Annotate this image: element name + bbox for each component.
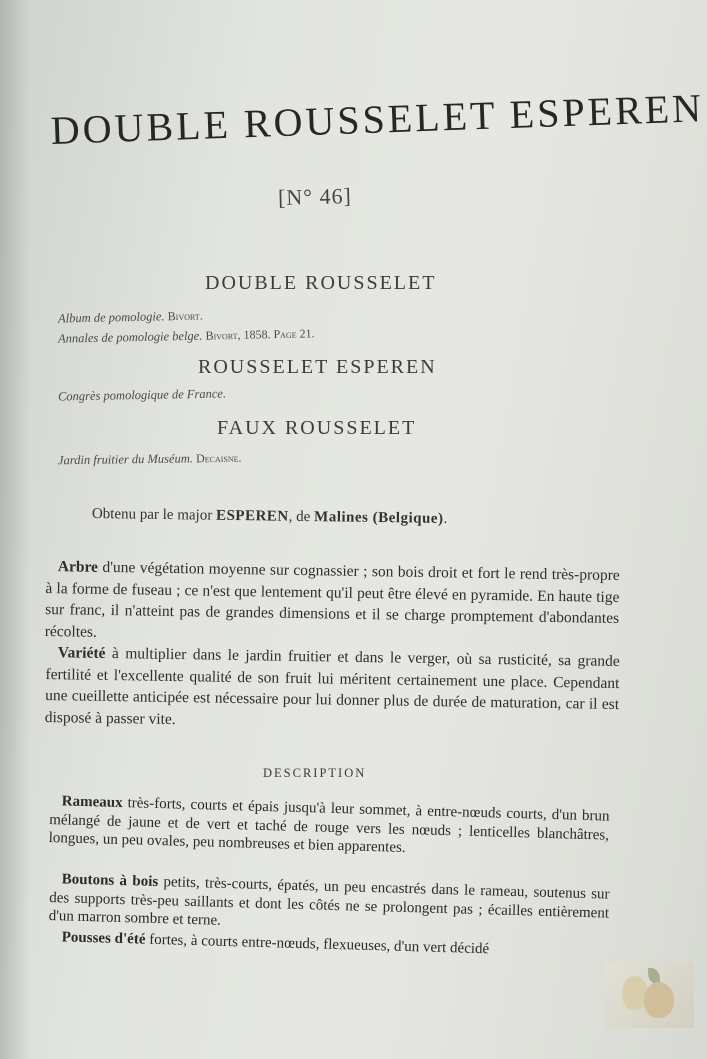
reference-line xyxy=(58,387,226,405)
origin-prefix: Obtenu par le major xyxy=(91,506,217,524)
synonym-heading: DOUBLE ROUSSELET xyxy=(205,272,437,294)
reference-source: Congrès pomologique de France. xyxy=(57,386,227,404)
pear-icon xyxy=(644,982,674,1018)
paragraph-text: d'une végétation moyenne sur cognassier ; son bois droit et fort le rend très-propre à la forme de fuseau ; ce n'est que lentement qu'il peut être élevé en pyramide. En haute tige sur franc, il n'atteint pas de grandes dimensions et il se charge promptement d'abondantes récoltes. xyxy=(44,558,620,641)
reference-source: Album de pomologie. xyxy=(57,309,165,326)
variety-number: [N° 46] xyxy=(277,183,353,210)
reference-source: Annales de pomologie belge. xyxy=(57,328,203,346)
synonym-heading: ROUSSELET ESPEREN xyxy=(198,356,437,378)
paragraph-variete xyxy=(45,642,620,737)
paragraph-text: fortes, à courts entre-nœuds, flexueuses, d'un vert décidé xyxy=(145,931,490,958)
paragraph-lead: Rameaux xyxy=(61,793,123,812)
page-title: DOUBLE ROUSSELET ESPEREN xyxy=(50,84,705,153)
paragraph-text: petits, très-courts, épatés, un peu encastrés dans le rameau, soutenus sur des supports très-peu saillants et dont les côtés ne se prolongent pas ; écailles entièrement d'un marron sombre et terne. xyxy=(48,874,610,929)
description-rameaux xyxy=(48,792,609,863)
origin-suffix: . xyxy=(443,510,448,527)
reference-author: Bivort. xyxy=(167,308,203,324)
synonym-heading: FAUX ROUSSELET xyxy=(217,417,417,439)
paragraph-lead: Pousses d'été xyxy=(61,929,146,948)
origin-place: Malines (Belgique) xyxy=(313,509,444,527)
description-heading: DESCRIPTION xyxy=(263,766,367,780)
reference-line xyxy=(58,451,242,469)
origin-middle: , de xyxy=(288,508,315,526)
reference-line xyxy=(58,326,315,346)
paragraph-lead: Boutons à bois xyxy=(61,871,159,891)
pear-watermark-image xyxy=(604,962,694,1028)
page-gutter-shadow xyxy=(0,0,30,1059)
paragraph-text: à multiplier dans le jardin fruitier et dans le verger, où sa rusticité, sa grande fertilité et l'excellente qualité de son fruit lui méritent certainement une place. Cependant une cueillette anticipée est nécessaire pour lui donner plus de durée de maturation, car il est disposé à passer vite. xyxy=(44,644,620,728)
paragraph-arbre xyxy=(45,556,620,651)
reference-author: Bivort, 1858. Page 21. xyxy=(205,326,315,343)
origin-line xyxy=(92,506,448,528)
reference-line xyxy=(58,308,203,326)
paragraph-lead: Arbre xyxy=(57,558,99,576)
reference-source: Jardin fruitier du Muséum. xyxy=(57,451,194,468)
breeder-name: ESPEREN xyxy=(215,507,289,525)
paragraph-lead: Variété xyxy=(57,644,106,662)
reference-author: Decaisne. xyxy=(195,450,242,466)
paragraph-text: très-forts, courts et épais jusqu'à leur sommet, à entre-nœuds courts, d'un brun mélangé de jaune et de vert et taché de rouge vers les nœuds ; lenticelles blanchâtres, longues, un peu ovales, peu nombreuses et bien apparentes. xyxy=(48,795,610,856)
